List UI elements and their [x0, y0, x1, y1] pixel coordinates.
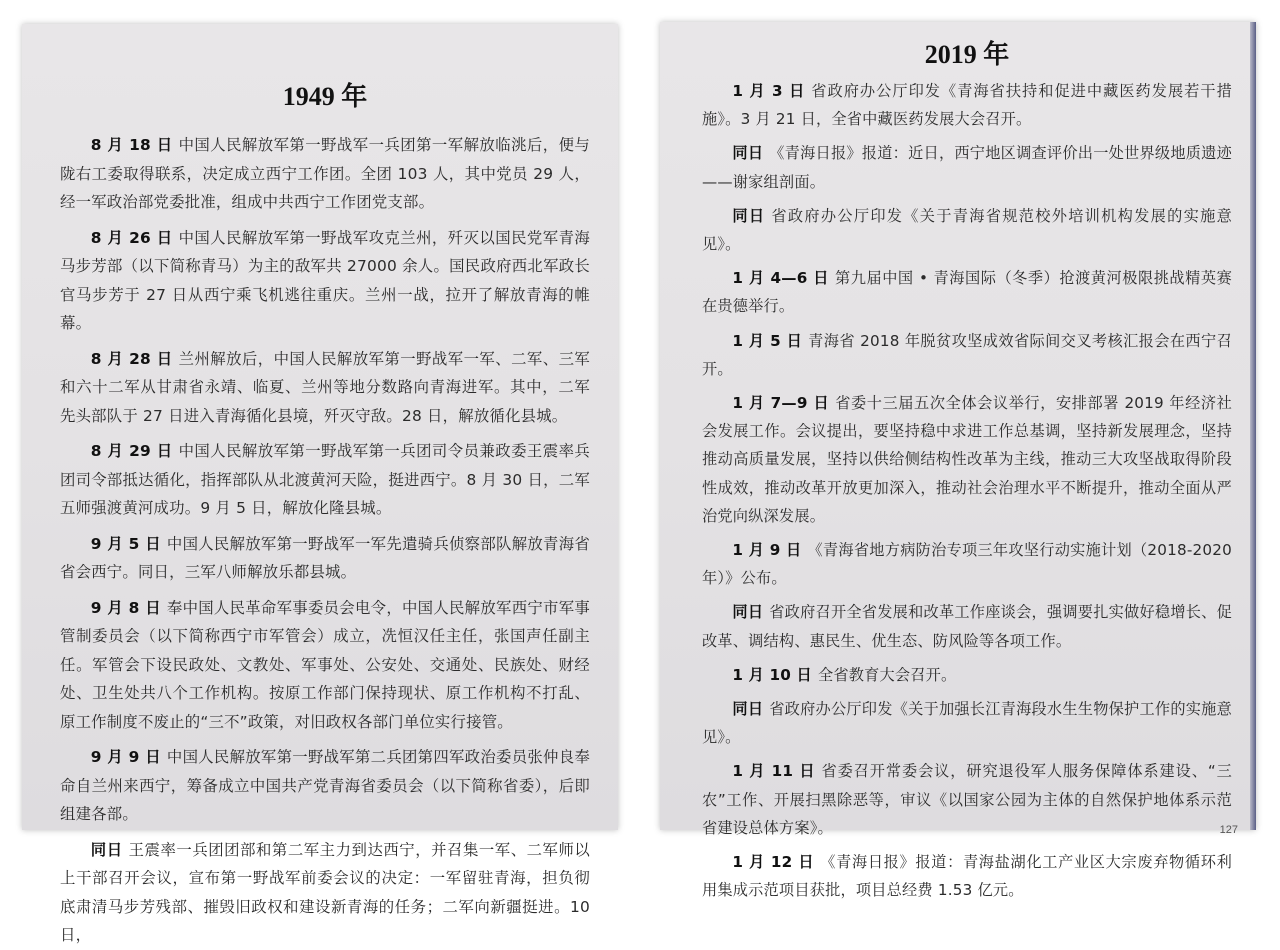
entry-date: 9 月 9 日	[90, 748, 161, 766]
entry-date: 同日	[732, 206, 766, 225]
entry-text: 《青海日报》报道：青海盐湖化工产业区大宗废弃物循环利用集成示范项目获批，项目总经费 1.53 亿元。	[702, 853, 1232, 900]
chronicle-entry	[60, 530, 590, 587]
chronicle-entry	[702, 661, 1232, 689]
entry-date: 同日	[732, 144, 764, 163]
entry-date: 1 月 9 日	[732, 541, 802, 560]
entry-text: 省政府办公厅印发《关于加强长江青海段水生生物保护工作的实施意见》。	[702, 700, 1233, 747]
chronicle-entry	[702, 77, 1232, 133]
entry-text: 省政府办公厅印发《关于青海省规范校外培训机构发展的实施意见》。	[702, 206, 1232, 254]
chronicle-entry	[60, 743, 590, 829]
entry-date: 同日	[732, 603, 764, 622]
entry-date: 1 月 7—9 日	[732, 394, 830, 413]
entry-date: 8 月 28 日	[90, 349, 173, 368]
chronicle-entry	[702, 264, 1232, 320]
entry-text: 中国人民解放军第一野战军攻克兰州，歼灭以国民党军青海马步芳部（以下简称青马）为主的敌军共 27000 余人。国民政府西北军政长官马步芳于 27 日从西宁乘飞机逃往重庆。兰州一战，拉开了解放青海的帷幕。	[60, 228, 590, 332]
chronicle-entry	[60, 836, 590, 950]
chronicle-entry	[60, 345, 590, 431]
entry-date: 8 月 26 日	[90, 228, 173, 247]
entry-date: 1 月 11 日	[732, 762, 816, 781]
entry-text: 全省教育大会召开。	[817, 665, 957, 684]
entry-text: 王震率一兵团团部和第二军主力到达西宁，并召集一军、二军师以上干部召开会议，宣布第一野战军前委会议的决定：一军留驻青海，担负彻底肃清马步芳残部、摧毁旧政权和建设新青海的任务；二军向新疆挺进。10 日，	[60, 840, 590, 944]
left-book-page	[22, 24, 618, 944]
chronicle-entry	[702, 757, 1232, 842]
entry-date: 1 月 3 日	[732, 82, 806, 100]
entry-text: 中国人民解放军第一野战军第一兵团司令员兼政委王震率兵团司令部抵达循化，指挥部队从北渡黄河天险，挺进西宁。8 月 30 日，二军五师强渡黄河成功。9 月 5 日，解放化隆县城。	[60, 442, 590, 517]
chronicle-entry	[702, 389, 1232, 530]
right-book-page	[660, 22, 1256, 900]
chronicle-entry-list	[702, 77, 1232, 904]
entry-date: 8 月 29 日	[90, 442, 173, 460]
entry-text: 青海省 2018 年脱贫攻坚成效省际间交叉考核汇报会在西宁召开。	[702, 331, 1232, 378]
year-title-2019: 2019 年	[924, 40, 1010, 69]
page-number: 127	[1219, 824, 1238, 836]
chronicle-entry	[60, 594, 590, 737]
entry-date: 1 月 4—6 日	[732, 269, 830, 288]
entry-text: 中国人民解放军第一野战军第二兵团第四军政治委员张仲良奉命自兰州来西宁，筹备成立中国共产党青海省委员会（以下简称省委），后即组建各部。	[60, 748, 590, 823]
entry-date: 1 月 5 日	[732, 331, 803, 350]
chronicle-entry	[60, 224, 590, 338]
entry-date: 1 月 12 日	[732, 853, 815, 872]
chronicle-entry	[60, 437, 590, 523]
entry-text: 奉中国人民革命军事委员会电令，中国人民解放军西宁市军事管制委员会（以下简称西宁市军管会）成立，冼恒汉任主任，张国声任副主任。军管会下设民政处、文教处、军事处、公安处、交通处、民族处、财经处、卫生处共八个工作机构。按原工作部门保持现状、原工作机构不打乱、原工作制度不废止的“三不”政策，对旧政权各部门单位实行接管。	[60, 598, 590, 731]
entry-text: 省政府召开全省发展和改革工作座谈会，强调要扎实做好稳增长、促改革、调结构、惠民生、优生态、防风险等各项工作。	[702, 603, 1233, 650]
chronicle-entry	[702, 598, 1232, 654]
entry-date: 9 月 5 日	[90, 534, 161, 553]
entry-text: 中国人民解放军第一野战军一兵团第一军解放临洮后，便与陇右工委取得联系，决定成立西宁工作团。全团 103 人，其中党员 29 人，经一军政治部党委批准，组成中共西宁工作团党支部。	[60, 136, 590, 211]
chronicle-entry	[702, 139, 1232, 195]
entry-text: 《青海日报》报道：近日，西宁地区调查评价出一处世界级地质遗迹——谢家组剖面。	[702, 144, 1233, 191]
entry-date: 同日	[90, 840, 123, 859]
chronicle-entry-list	[60, 131, 590, 950]
chronicle-entry	[60, 131, 590, 217]
chronicle-entry	[702, 202, 1232, 258]
entry-date: 同日	[732, 700, 764, 719]
entry-text: 省委十三届五次全体会议举行，安排部署 2019 年经济社会发展工作。会议提出，要坚持稳中求进工作总基调，坚持新发展理念，坚持推动高质量发展，坚持以供给侧结构性改革为主线，推动三大攻坚战取得阶段性成效，推动改革开放更加深入，推动社会治理水平不断提升，推动全面从严治党向纵深发展。	[702, 394, 1232, 525]
entry-text: 兰州解放后，中国人民解放军第一野战军一军、二军、三军和六十二军从甘肃省永靖、临夏、兰州等地分数路向青海进军。其中，二军先头部队于 27 日进入青海循化县境，歼灭守敌。28 日，解放循化县城。	[60, 349, 590, 425]
entry-date: 9 月 8 日	[90, 598, 161, 617]
chronicle-entry	[702, 848, 1232, 904]
entry-text: 省委召开常委会议，研究退役军人服务保障体系建设、“三农”工作、开展扫黑除恶等，审议《以国家公园为主体的自然保护地体系示范省建设总体方案》。	[702, 762, 1232, 837]
entry-text: 第九届中国 • 青海国际（冬季）抢渡黄河极限挑战精英赛在贵德举行。	[702, 269, 1232, 316]
entry-text: 中国人民解放军第一野战军一军先遣骑兵侦察部队解放青海省省会西宁。同日，三军八师解放乐都县城。	[60, 534, 590, 581]
year-title-1949: 1949 年	[282, 82, 368, 111]
chronicle-entry	[702, 327, 1232, 383]
chronicle-entry	[702, 536, 1232, 592]
entry-date: 1 月 10 日	[732, 665, 812, 684]
entry-text: 省政府办公厅印发《青海省扶持和促进中藏医药发展若干措施》。3 月 21 日，全省中藏医药发展大会召开。	[702, 82, 1232, 129]
chronicle-entry	[702, 695, 1232, 751]
entry-text: 《青海省地方病防治专项三年攻坚行动实施计划（2018-2020 年）》公布。	[702, 541, 1232, 588]
entry-date: 8 月 18 日	[90, 136, 173, 154]
